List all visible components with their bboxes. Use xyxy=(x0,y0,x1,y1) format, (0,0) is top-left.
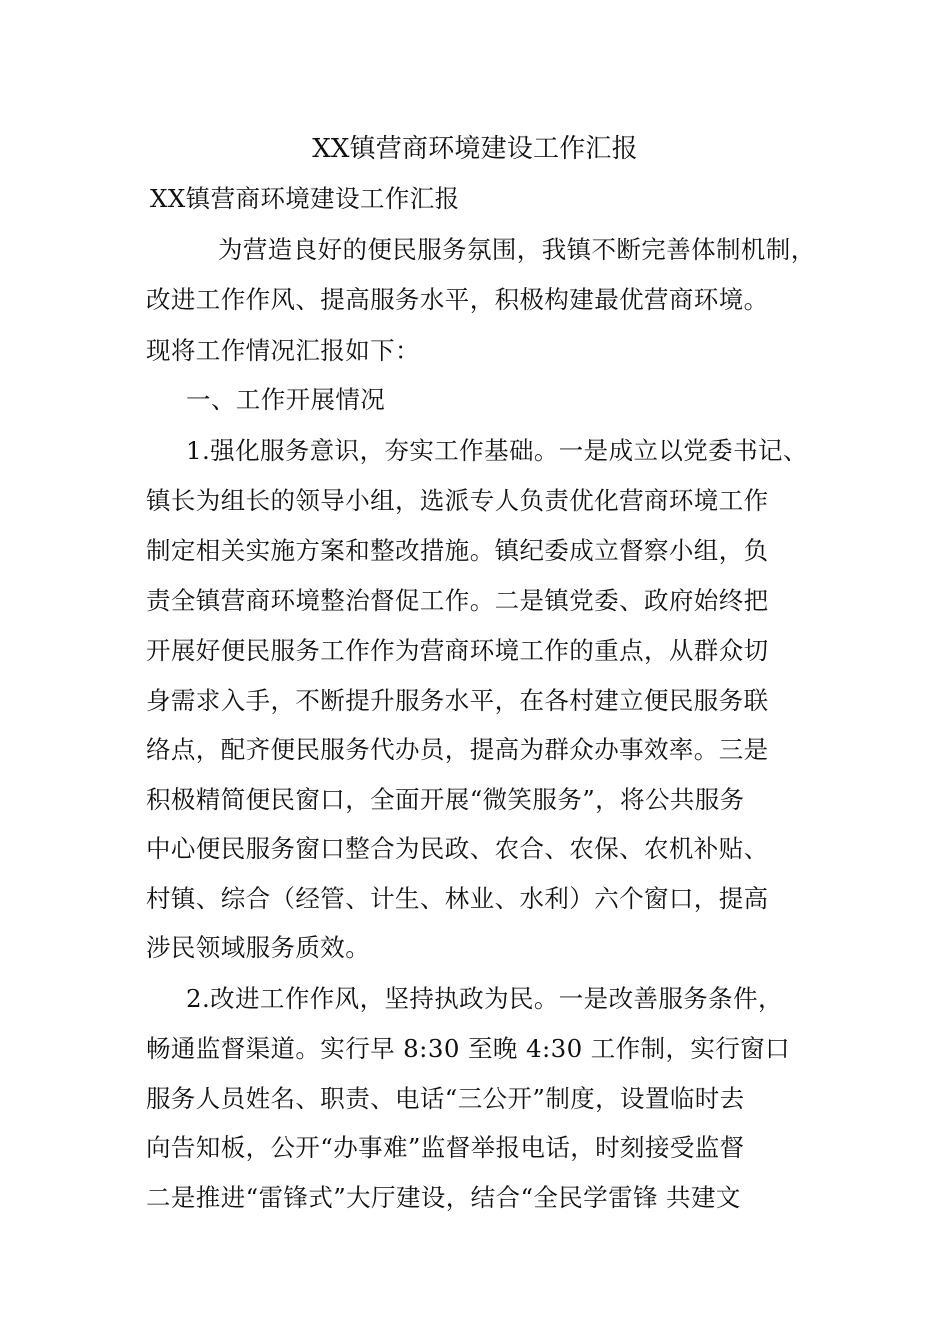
paragraph-line: 为营造良好的便民服务氛围，我镇不断完善体制机制， xyxy=(218,235,816,264)
paragraph-line: 畅通监督渠道。实行早 8:30 至晚 4:30 工作制，实行窗口 xyxy=(146,1034,790,1063)
paragraph-line: 二是推进“雷锋式”大厅建设，结合“全民学雷锋 共建文 xyxy=(146,1183,741,1212)
paragraph-line: 涉民领域服务质效。 xyxy=(146,933,371,962)
paragraph-line: 2.改进工作作风，坚持执政为民。一是改善服务条件， xyxy=(186,984,783,1013)
document-title: XX镇营商环境建设工作汇报 xyxy=(312,134,638,164)
section-heading: 一、工作开展情况 xyxy=(186,385,386,414)
document-subtitle: XX镇营商环境建设工作汇报 xyxy=(150,184,460,213)
paragraph-line: 络点，配齐便民服务代办员，提高为群众办事效率。三是 xyxy=(146,735,769,764)
paragraph-line: 责全镇营商环境整治督促工作。二是镇党委、政府始终把 xyxy=(146,586,769,615)
paragraph-line: 镇长为组长的领导小组，选派专人负责优化营商环境工作 xyxy=(146,486,769,515)
paragraph-line: 身需求入手，不断提升服务水平，在各村建立便民服务联 xyxy=(146,686,769,715)
paragraph-line: 服务人员姓名、职责、电话“三公开”制度，设置临时去 xyxy=(146,1084,745,1113)
paragraph-line: 村镇、综合（经管、计生、林业、水利）六个窗口，提高 xyxy=(146,884,769,913)
paragraph-line: 现将工作情况汇报如下： xyxy=(146,336,420,365)
paragraph-line: 制定相关实施方案和整改措施。镇纪委成立督察小组，负 xyxy=(146,536,769,565)
paragraph-line: 向告知板，公开“办事难”监督举报电话，时刻接受监督 xyxy=(146,1133,745,1162)
paragraph-line: 积极精简便民窗口，全面开展“微笑服务”，将公共服务 xyxy=(146,785,745,814)
paragraph-line: 1.强化服务意识，夯实工作基础。一是成立以党委书记、 xyxy=(186,436,808,465)
paragraph-line: 开展好便民服务工作作为营商环境工作的重点，从群众切 xyxy=(146,636,769,665)
paragraph-line: 中心便民服务窗口整合为民政、农合、农保、农机补贴、 xyxy=(146,834,769,863)
paragraph-line: 改进工作作风、提高服务水平，积极构建最优营商环境。 xyxy=(146,285,769,314)
